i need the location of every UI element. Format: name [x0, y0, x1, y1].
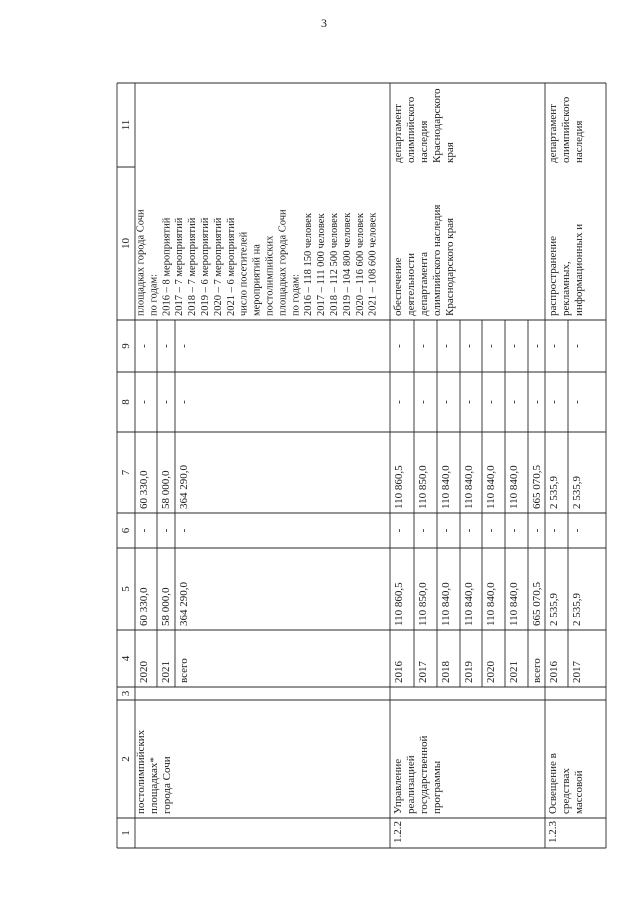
block_a-row-0-total: 60 330,0 [138, 587, 150, 626]
block_b-row-4-c6: - [485, 528, 497, 533]
header-col-11: 11 [120, 119, 132, 131]
block_a-row-0-year: 2020 [138, 661, 150, 683]
block_b-row-6-total: 665 070,5 [531, 582, 543, 626]
block_b-row-1-total: 110 850,0 [417, 582, 429, 626]
block-a-indicator-line: 2018 – 112 500 человек [329, 213, 340, 316]
block_b-row-0-c7: 110 860,5 [393, 465, 405, 509]
block-a-name-line: города Сочи [161, 756, 173, 814]
block-a-indicator-line: число посетителей [238, 231, 250, 316]
block-c-executor-line: олимпийского [560, 96, 572, 163]
block_b-row-4-c7: 110 840,0 [485, 465, 497, 509]
block_c-row-0-c6: - [548, 528, 560, 533]
block_a-row-2-c8: - [178, 400, 190, 404]
block-c-name-line: массовой [573, 770, 585, 814]
block_a-row-1-total: 58 000,0 [160, 587, 172, 626]
block_b-row-1-c7: 110 850,0 [417, 465, 429, 509]
block_b-row-2-c9: - [440, 344, 452, 348]
block_b-row-0-year: 2016 [393, 661, 405, 683]
block_b-row-5-year: 2021 [508, 661, 520, 683]
header-col-4: 4 [120, 655, 132, 662]
block_b-row-6-year: всего [531, 658, 543, 683]
block_a-row-2-year: всего [178, 658, 190, 683]
block-b-indicator-line: Краснодарского края [444, 217, 456, 316]
block_b-row-3-total: 110 840,0 [463, 582, 475, 626]
block-a-indicator-line: 2017 – 111 000 человек [316, 213, 328, 316]
block_b-row-1-c9: - [417, 344, 429, 348]
block-c-name-line: средствах [560, 768, 572, 814]
block-c-name-line: Освещение в [547, 753, 559, 814]
block-b-executor-line: края [444, 142, 456, 163]
block_a-row-0-c6: - [138, 528, 150, 533]
block-b-indicator-line: департамента [418, 252, 430, 316]
block_c-row-1-total: 2 535,9 [571, 593, 583, 626]
block-a-indicator-line: площадках города Сочи [135, 209, 147, 316]
block-a-indicator-line: по годам: [148, 273, 160, 316]
block-a-indicator-line: 2017 – 7 мероприятий [174, 217, 186, 316]
block_b-row-2-year: 2018 [440, 661, 452, 683]
block-a-name-line: постолимпийских [135, 729, 147, 814]
block_b-row-0-c8: - [393, 400, 405, 404]
block-b-executor-line: наследия [418, 120, 430, 163]
block_c-row-1-c6: - [571, 528, 583, 533]
block_b-row-4-c8: - [485, 400, 497, 404]
block_b-row-3-c8: - [463, 400, 475, 404]
block-c-number: 1.2.3 [547, 821, 559, 843]
block_b-row-6-c8: - [531, 400, 543, 404]
block-b-executor-line: департамент [392, 104, 404, 163]
block_c-row-0-c7: 2 535,9 [548, 476, 560, 509]
header-col-7: 7 [120, 469, 132, 476]
block_b-row-2-c7: 110 840,0 [440, 465, 452, 509]
block_a-row-2-c9: - [178, 344, 190, 348]
block_a-row-2-total: 364 290,0 [178, 582, 190, 626]
block_c-row-0-c9: - [548, 344, 560, 348]
block_b-row-5-c6: - [508, 528, 520, 533]
block-a-name-line: площадках* [148, 757, 160, 814]
header-col-6: 6 [120, 527, 132, 534]
block_b-row-0-c9: - [393, 344, 405, 348]
block-a-indicator-line: постолимпийских [264, 235, 276, 316]
block_b-row-2-c8: - [440, 400, 452, 404]
block-a-indicator-line: по годам: [290, 273, 302, 316]
block_b-row-5-c8: - [508, 400, 520, 404]
block-a-indicator-line: 2018 – 7 мероприятий [187, 217, 199, 316]
block_a-row-1-year: 2021 [160, 661, 172, 683]
block-a-indicator-line: мероприятий на [251, 244, 263, 316]
block-b-name-line: Управление [392, 758, 404, 814]
block-c-executor-line: наследия [573, 120, 585, 163]
block_c-row-1-c9: - [571, 344, 583, 348]
block_b-row-0-c6: - [393, 528, 405, 533]
block-c-indicator-line: рекламных, [560, 261, 572, 316]
block_b-row-1-c8: - [417, 400, 429, 404]
block_b-row-4-year: 2020 [485, 661, 497, 683]
block_b-row-3-c6: - [463, 528, 475, 533]
block_b-row-1-c6: - [417, 528, 429, 533]
header-col-9: 9 [120, 343, 132, 349]
header-col-10: 10 [120, 238, 132, 249]
block_c-row-1-c7: 2 535,9 [571, 476, 583, 509]
block_a-row-1-c7: 58 000,0 [160, 470, 172, 509]
block-b-indicator-line: олимпийского наследия [431, 204, 443, 316]
block-a-indicator-line: 2021 – 6 мероприятий [225, 217, 237, 316]
block_a-row-1-c6: - [160, 528, 172, 533]
block_b-row-1-year: 2017 [417, 661, 429, 683]
block_a-row-1-c9: - [160, 344, 172, 348]
header-col-8: 8 [120, 399, 132, 405]
block_a-row-1-c8: - [160, 400, 172, 404]
block-a-indicator-line: 2019 – 6 мероприятий [200, 217, 211, 316]
block-b-indicator-line: деятельности [405, 253, 417, 316]
block_a-row-2-c6: - [178, 528, 190, 533]
block-b-name-line: программы [431, 760, 443, 814]
block_c-row-1-year: 2017 [571, 661, 583, 683]
block_a-row-0-c7: 60 330,0 [138, 470, 150, 509]
block-c-indicator-line: распространение [547, 235, 559, 316]
block_b-row-5-c7: 110 840,0 [508, 465, 520, 509]
block-a-indicator-line: 2016 – 118 150 человек [303, 213, 315, 316]
block_b-row-6-c9: - [531, 344, 543, 348]
header-col-1: 1 [120, 830, 132, 836]
block-b-number: 1.2.2 [392, 821, 404, 843]
block-b-name-line: государственной [418, 735, 430, 814]
block-b-executor-line: олимпийского [405, 96, 417, 163]
block-a-indicator-line: 2016 – 8 мероприятий [161, 217, 173, 316]
block_a-row-2-c7: 364 290,0 [178, 465, 190, 509]
block_b-row-3-year: 2019 [463, 661, 475, 683]
header-col-2: 2 [120, 756, 132, 762]
page-number: 3 [321, 16, 327, 30]
block-c-indicator-line: информационных и [573, 223, 585, 316]
block_c-row-1-c8: - [571, 400, 583, 404]
block_b-row-2-c6: - [440, 528, 452, 533]
header-col-5: 5 [120, 586, 132, 592]
block-a-indicator-line: 2020 – 116 600 человек [354, 213, 366, 316]
block_b-row-6-c7: 665 070,5 [531, 465, 543, 509]
block-b-executor-line: Краснодарского [431, 88, 443, 163]
block_b-row-3-c9: - [463, 344, 475, 348]
block_c-row-0-c8: - [548, 400, 560, 404]
block_b-row-0-total: 110 860,5 [393, 582, 405, 626]
block_b-row-2-total: 110 840,0 [440, 582, 452, 626]
block-b-indicator-line: обеспечение [392, 257, 404, 316]
block_b-row-6-c6: - [531, 528, 543, 533]
block_b-row-3-c7: 110 840,0 [463, 465, 475, 509]
block_b-row-5-total: 110 840,0 [508, 582, 520, 626]
block_c-row-0-year: 2016 [548, 661, 560, 683]
block-a-indicator-line: 2019 – 104 800 человек [341, 212, 353, 316]
block-a-indicator-line: 2020 – 7 мероприятий [212, 217, 224, 316]
block-b-name-line: реализацией [405, 755, 417, 814]
block_a-row-0-c8: - [138, 400, 150, 404]
block-a-indicator-line: 2021 – 108 600 человек [367, 212, 379, 316]
block_b-row-4-c9: - [485, 344, 497, 348]
block-c-executor-line: департамент [547, 104, 559, 163]
block_a-row-0-c9: - [138, 344, 150, 348]
block_c-row-0-total: 2 535,9 [548, 593, 560, 626]
block-a-indicator-line: площадках города Сочи [277, 209, 289, 316]
block_b-row-5-c9: - [508, 344, 520, 348]
header-col-3: 3 [120, 690, 132, 697]
block_b-row-4-total: 110 840,0 [485, 582, 497, 626]
